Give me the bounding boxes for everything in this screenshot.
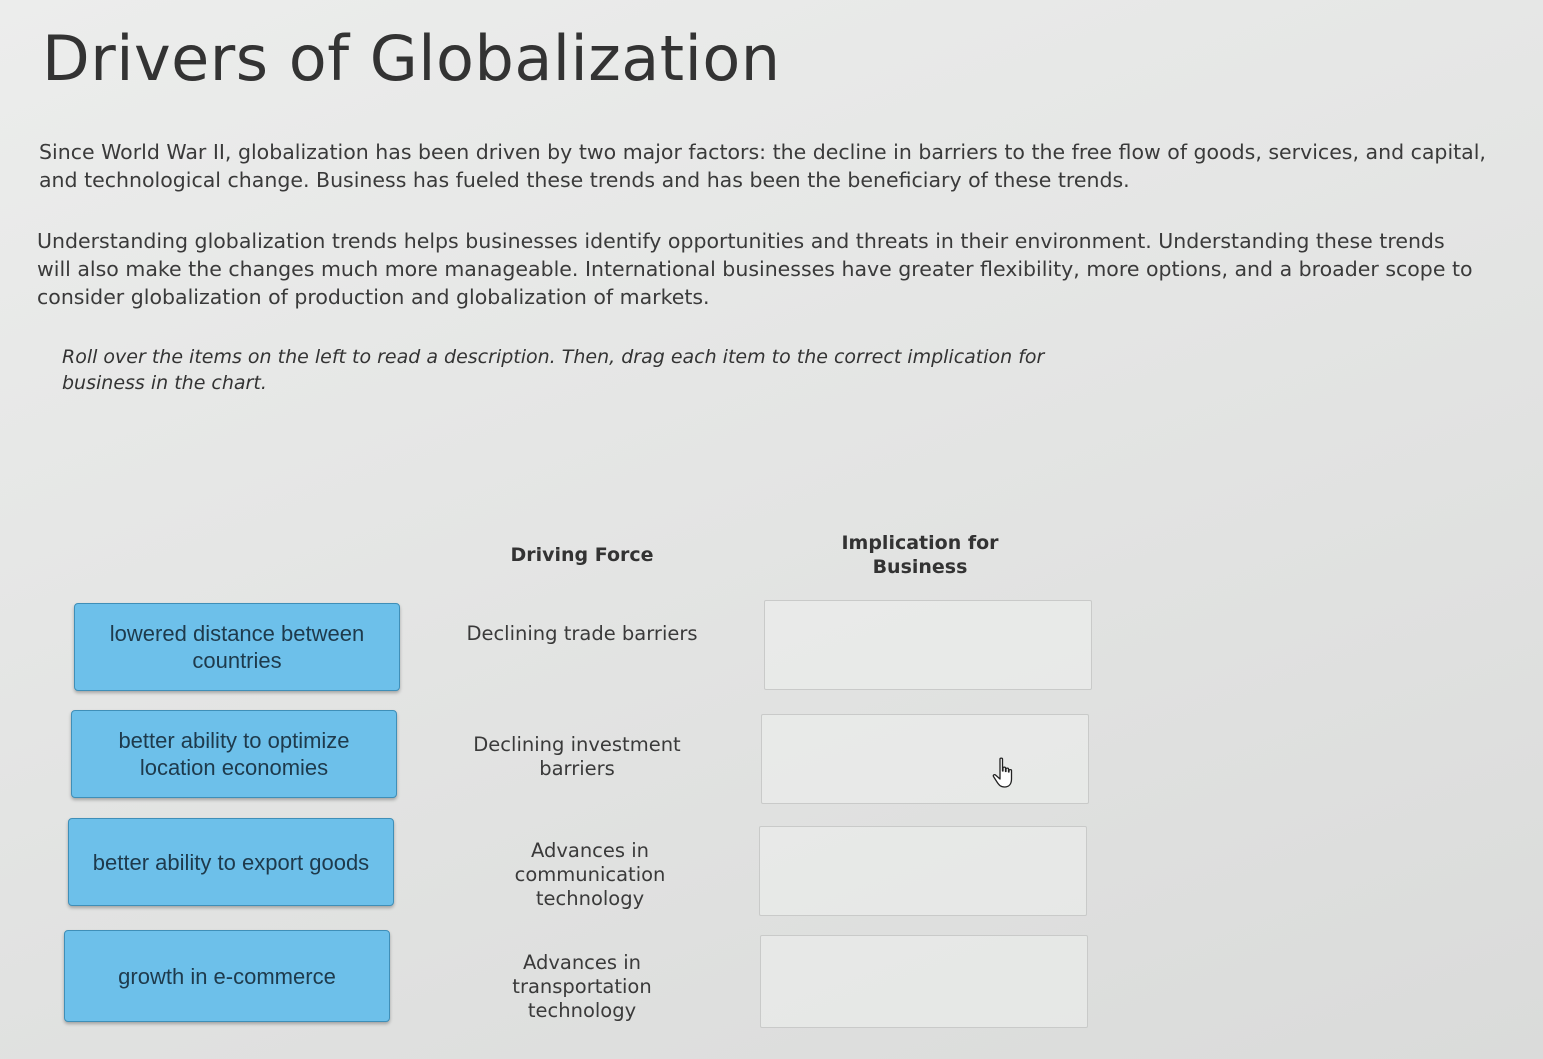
drag-item-lowered-distance[interactable]: lowered distance between countries: [74, 603, 400, 691]
driving-force-investment-barriers: Declining investment barriers: [473, 733, 681, 780]
activity-instructions: Roll over the items on the left to read a description. Then, drag each item to the correct implication for business in the chart.: [62, 346, 1045, 394]
intro-paragraph-1: Since World War II, globalization has been driven by two major factors: the decline in barriers to the free flow of goods, services, and capital, and technological change. Business has fueled these trends and has been the beneficiary of these trends.: [39, 140, 1486, 192]
drop-zone-trade-barriers[interactable]: [764, 600, 1092, 690]
hand-pointer-icon: [990, 757, 1018, 789]
drop-zone-investment-barriers[interactable]: [761, 714, 1089, 804]
page-title: Drivers of Globalization: [42, 22, 781, 95]
driving-force-communication-technology: Advances in communication technology: [514, 839, 666, 910]
drag-item-optimize-location-economies[interactable]: better ability to optimize location economies: [71, 710, 397, 798]
drop-zone-transportation-technology[interactable]: [760, 935, 1088, 1028]
drag-item-e-commerce[interactable]: growth in e-commerce: [64, 930, 390, 1022]
driving-force-header: Driving Force: [510, 544, 654, 566]
intro-paragraph-2: Understanding globalization trends helps businesses identify opportunities and threats in their environment. Understanding these trends will also make the changes much more manageable. International businesses have greater flexibility, more options, and a broader scope to consider globalization of production and globalization of markets.: [37, 229, 1473, 309]
driving-force-trade-barriers: Declining trade barriers: [466, 622, 698, 645]
drag-item-export-goods[interactable]: better ability to export goods: [68, 818, 394, 906]
implication-header: Implication for Business: [841, 532, 999, 578]
driving-force-transportation-technology: Advances in transportation technology: [512, 951, 652, 1022]
drop-zone-communication-technology[interactable]: [759, 826, 1087, 916]
